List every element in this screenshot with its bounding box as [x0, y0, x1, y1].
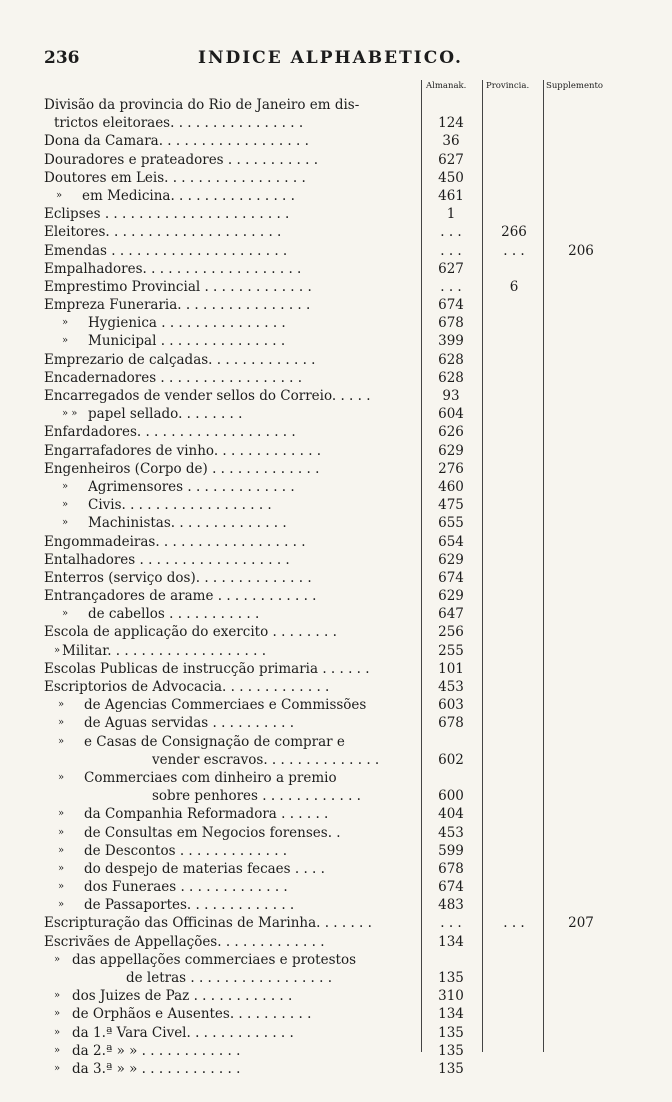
index-entry	[0, 1024, 672, 1042]
index-entry	[0, 569, 672, 587]
index-entry	[0, 514, 672, 532]
index-entry	[0, 714, 672, 732]
column-header-almanak: Almanak.	[426, 81, 467, 91]
entry-almanak-page: 36	[442, 133, 460, 150]
entry-almanak-page: 255	[438, 642, 464, 659]
page-number: 236	[44, 48, 80, 68]
index-entry	[0, 442, 672, 460]
entry-label: em Medicina. . . . . . . . . . . . . . .	[82, 187, 295, 204]
page-title: INDICE ALPHABETICO.	[198, 48, 463, 68]
ditto-mark: »	[58, 862, 65, 874]
entry-almanak-page: 404	[438, 806, 464, 823]
entry-almanak-page: . . .	[440, 242, 462, 259]
entry-almanak-page: 135	[438, 970, 464, 986]
entry-almanak-page: 654	[438, 533, 464, 550]
entry-label: Escola de applicação do exercito . . . . . . . .	[44, 624, 337, 641]
index-entry	[0, 842, 672, 860]
entry-label: Engommadeiras. . . . . . . . . . . . . . . . . .	[44, 533, 306, 550]
entry-label: Doutores em Leis. . . . . . . . . . . . . . . . .	[44, 169, 306, 186]
entry-label: Agrimensores . . . . . . . . . . . . .	[88, 478, 295, 495]
index-entry	[0, 223, 672, 241]
ditto-mark: »	[58, 844, 65, 856]
entry-almanak-page: 399	[438, 333, 464, 350]
index-entry	[0, 260, 672, 278]
index-entry	[0, 878, 672, 896]
entry-label: do despejo de materias fecaes . . . .	[84, 860, 325, 877]
entry-almanak-page: 603	[438, 697, 464, 714]
entry-label: papel sellado. . . . . . . .	[88, 406, 243, 423]
entry-almanak-page: 134	[438, 1006, 464, 1023]
entry-almanak-page: 629	[438, 551, 464, 568]
entry-label: Escripturação das Officinas de Marinha. . . . . . .	[44, 915, 372, 932]
ditto-mark: »	[54, 1062, 61, 1074]
entry-label: de Consultas em Negocios forenses. .	[84, 824, 341, 841]
entry-label: Empalhadores. . . . . . . . . . . . . . . . . . .	[44, 260, 302, 277]
entry-almanak-page: 453	[438, 679, 464, 695]
entry-almanak-page: 678	[438, 715, 464, 732]
index-entry	[0, 205, 672, 223]
entry-almanak-page: 604	[438, 406, 464, 423]
ditto-mark: »	[62, 608, 69, 620]
index-entry	[0, 132, 672, 150]
entry-label: vender escravos. . . . . . . . . . . . . .	[152, 751, 380, 768]
index-entry	[0, 114, 672, 132]
index-entry	[0, 278, 672, 296]
entry-almanak-page: 678	[438, 860, 464, 877]
index-entry	[0, 896, 672, 914]
index-entry	[0, 1005, 672, 1023]
entry-almanak-page: 124	[438, 115, 464, 132]
index-entry	[0, 405, 672, 423]
entry-label: Encarregados de vender sellos do Correio. . . . .	[44, 388, 371, 404]
entry-provincia-page: 266	[501, 224, 527, 241]
index-entry	[0, 96, 672, 114]
index-entry	[0, 169, 672, 187]
ditto-mark: »	[62, 480, 69, 492]
index-entry	[0, 314, 672, 332]
index-entry	[0, 914, 672, 932]
entry-supplemento-page: 206	[568, 242, 594, 259]
ditto-mark: »	[58, 826, 65, 838]
entry-label: Militar. . . . . . . . . . . . . . . . . . .	[62, 642, 266, 659]
ditto-mark: »	[56, 189, 63, 201]
ditto-mark: »	[58, 717, 65, 729]
index-entry	[0, 551, 672, 569]
entry-almanak-page: 256	[438, 624, 464, 641]
entry-almanak-page: 674	[438, 297, 464, 314]
index-entry	[0, 187, 672, 205]
entry-almanak-page: 674	[438, 879, 464, 896]
entry-almanak-page: . . .	[440, 915, 462, 932]
index-entry	[0, 951, 672, 969]
index-entry	[0, 332, 672, 350]
entry-label: de Aguas servidas . . . . . . . . . .	[84, 715, 295, 732]
entry-almanak-page: 453	[438, 824, 464, 841]
index-entry	[0, 496, 672, 514]
index-entry	[0, 696, 672, 714]
entry-almanak-page: 134	[438, 933, 464, 950]
index-entry	[0, 987, 672, 1005]
index-entry	[0, 751, 672, 769]
entry-label: de cabellos . . . . . . . . . . .	[88, 606, 260, 623]
index-entry	[0, 387, 672, 405]
entry-label: e Casas de Consignação de comprar e	[84, 733, 345, 750]
entry-almanak-page: 627	[438, 260, 464, 277]
entry-almanak-page: . . .	[440, 224, 462, 241]
column-header-provincia: Provincia.	[486, 81, 530, 91]
ditto-mark: »	[62, 517, 69, 529]
index-entry	[0, 860, 672, 878]
entry-label: das appellações commerciaes e protestos	[72, 951, 357, 968]
entry-label: dos Juizes de Paz . . . . . . . . . . . .	[72, 988, 293, 1005]
index-entry	[0, 351, 672, 369]
entry-label: Escolas Publicas de instrucção primaria . . . . . .	[44, 660, 370, 677]
entry-label: Douradores e prateadores . . . . . . . . . . .	[44, 151, 319, 168]
index-entry	[0, 151, 672, 169]
entry-label: Empreza Funeraria. . . . . . . . . . . . . . . .	[44, 297, 311, 314]
entry-almanak-page: 678	[438, 315, 464, 332]
entry-almanak-page: 483	[438, 897, 464, 914]
entry-label: Eclipses . . . . . . . . . . . . . . . . . . . . . .	[44, 206, 290, 223]
entry-almanak-page: 629	[438, 588, 464, 605]
ditto-mark: »	[58, 735, 65, 747]
index-entry	[0, 242, 672, 260]
index-entry	[0, 423, 672, 441]
entry-almanak-page: 450	[438, 169, 464, 186]
entry-label: Municipal . . . . . . . . . . . . . . .	[88, 333, 286, 350]
index-entry	[0, 1042, 672, 1060]
ditto-mark: » »	[62, 408, 78, 420]
ditto-mark: »	[54, 990, 61, 1002]
index-entry	[0, 660, 672, 678]
ditto-mark: »	[58, 899, 65, 911]
entry-provincia-page: . . .	[503, 242, 525, 259]
entry-label: Emendas . . . . . . . . . . . . . . . . . . . . .	[44, 242, 288, 259]
entry-label: Emprezario de calçadas. . . . . . . . . . . . .	[44, 351, 316, 368]
ditto-mark: »	[58, 881, 65, 893]
entry-label: Engarrafadores de vinho. . . . . . . . . . . . .	[44, 442, 322, 459]
entry-almanak-page: 135	[438, 1024, 464, 1041]
entry-label: Commerciaes com dinheiro a premio	[84, 769, 337, 786]
entry-almanak-page: 674	[438, 569, 464, 586]
index-entry	[0, 296, 672, 314]
entry-almanak-page: 600	[438, 788, 464, 805]
entry-label: de Passaportes. . . . . . . . . . . . .	[84, 897, 295, 914]
entry-almanak-page: 276	[438, 460, 464, 477]
entry-almanak-page: 627	[438, 151, 464, 168]
index-entry	[0, 1060, 672, 1078]
entry-label: de Descontos . . . . . . . . . . . . .	[84, 842, 288, 859]
entry-supplemento-page: 207	[568, 915, 594, 932]
ditto-mark: »	[62, 335, 69, 347]
entry-label: da 3.ª » » . . . . . . . . . . . .	[72, 1060, 241, 1077]
ditto-mark: »	[58, 699, 65, 711]
entry-label: Hygienica . . . . . . . . . . . . . . .	[88, 315, 286, 332]
entry-almanak-page: 135	[438, 1060, 464, 1077]
index-entry	[0, 642, 672, 660]
entry-almanak-page: 101	[438, 660, 464, 677]
entry-label: Escriptorios de Advocacia. . . . . . . . . . . . .	[44, 679, 330, 695]
entry-label: Civis. . . . . . . . . . . . . . . . . .	[88, 497, 272, 514]
entry-label: Entalhadores . . . . . . . . . . . . . . . . . .	[44, 551, 290, 568]
index-entry	[0, 460, 672, 478]
ditto-mark: »	[58, 771, 65, 783]
index-entry	[0, 733, 672, 751]
entry-label: Enfardadores. . . . . . . . . . . . . . . . . . .	[44, 424, 296, 441]
entry-almanak-page: . . .	[440, 278, 462, 295]
entry-almanak-page: 310	[438, 988, 464, 1005]
index-entry	[0, 369, 672, 387]
entry-almanak-page: 629	[438, 442, 464, 459]
entry-almanak-page: 647	[438, 606, 464, 623]
entry-provincia-page: . . .	[503, 915, 525, 932]
entry-label: de Orphãos e Ausentes. . . . . . . . . .	[72, 1006, 312, 1023]
entry-label: Enterros (serviço dos). . . . . . . . . . . . . .	[44, 569, 312, 586]
index-entry	[0, 605, 672, 623]
entry-label: sobre penhores . . . . . . . . . . . .	[152, 788, 361, 805]
ditto-mark: »	[54, 953, 61, 965]
ditto-mark: »	[58, 808, 65, 820]
index-entry	[0, 478, 672, 496]
entry-almanak-page: 460	[438, 478, 464, 495]
entry-label: Eleitores. . . . . . . . . . . . . . . . . . . . .	[44, 224, 282, 241]
ditto-mark: »	[62, 317, 69, 329]
index-entry	[0, 678, 672, 696]
entry-label: trictos eleitoraes. . . . . . . . . . . . . . . .	[54, 115, 304, 132]
index-entry	[0, 969, 672, 987]
index-entry	[0, 533, 672, 551]
ditto-mark: »	[62, 499, 69, 511]
entry-label: Dona da Camara. . . . . . . . . . . . . . . . . .	[44, 133, 309, 150]
index-entry	[0, 587, 672, 605]
entry-label: da 2.ª » » . . . . . . . . . . . .	[72, 1042, 241, 1059]
ditto-mark: »	[54, 1026, 61, 1038]
entry-label: Encadernadores . . . . . . . . . . . . . . . . .	[44, 369, 303, 386]
column-header-supplemento: Supplemento	[546, 81, 604, 91]
entry-label: dos Funeraes . . . . . . . . . . . . .	[84, 879, 288, 896]
entry-label: de letras . . . . . . . . . . . . . . . . .	[126, 970, 332, 986]
entry-label: Escrivães de Appellações. . . . . . . . . . . . .	[44, 933, 325, 950]
entry-provincia-page: 6	[509, 278, 519, 295]
ditto-mark: »	[54, 1044, 61, 1056]
entry-almanak-page: 628	[438, 369, 464, 386]
index-entry	[0, 769, 672, 787]
ditto-mark: »	[54, 644, 61, 656]
entry-label: Emprestimo Provincial . . . . . . . . . . . . .	[44, 278, 312, 295]
index-entry	[0, 787, 672, 805]
index-entry	[0, 933, 672, 951]
entry-label: Machinistas. . . . . . . . . . . . . .	[88, 515, 287, 532]
ditto-mark: »	[54, 1008, 61, 1020]
entry-almanak-page: 135	[438, 1042, 464, 1059]
entry-almanak-page: 93	[442, 388, 460, 404]
entry-label: Entrançadores de arame . . . . . . . . . . . .	[44, 588, 317, 605]
entry-almanak-page: 626	[438, 424, 464, 441]
entry-almanak-page: 628	[438, 351, 464, 368]
entry-almanak-page: 602	[438, 751, 464, 768]
entry-almanak-page: 461	[438, 187, 464, 204]
entry-label: da Companhia Reformadora . . . . . .	[84, 806, 329, 823]
index-entry	[0, 623, 672, 641]
entry-label: de Agencias Commerciaes e Commissões	[84, 697, 367, 714]
index-entry	[0, 824, 672, 842]
entry-label: Divisão da provincia do Rio de Janeiro em dis-	[44, 97, 360, 113]
entry-label: da 1.ª Vara Civel. . . . . . . . . . . . .	[72, 1024, 294, 1041]
entry-almanak-page: 599	[438, 842, 464, 859]
entry-almanak-page: 475	[438, 497, 464, 514]
index-entries	[0, 96, 672, 1078]
entry-almanak-page: 1	[446, 206, 456, 223]
entry-label: Engenheiros (Corpo de) . . . . . . . . . . . . .	[44, 460, 320, 477]
entry-almanak-page: 655	[438, 515, 464, 532]
index-entry	[0, 805, 672, 823]
